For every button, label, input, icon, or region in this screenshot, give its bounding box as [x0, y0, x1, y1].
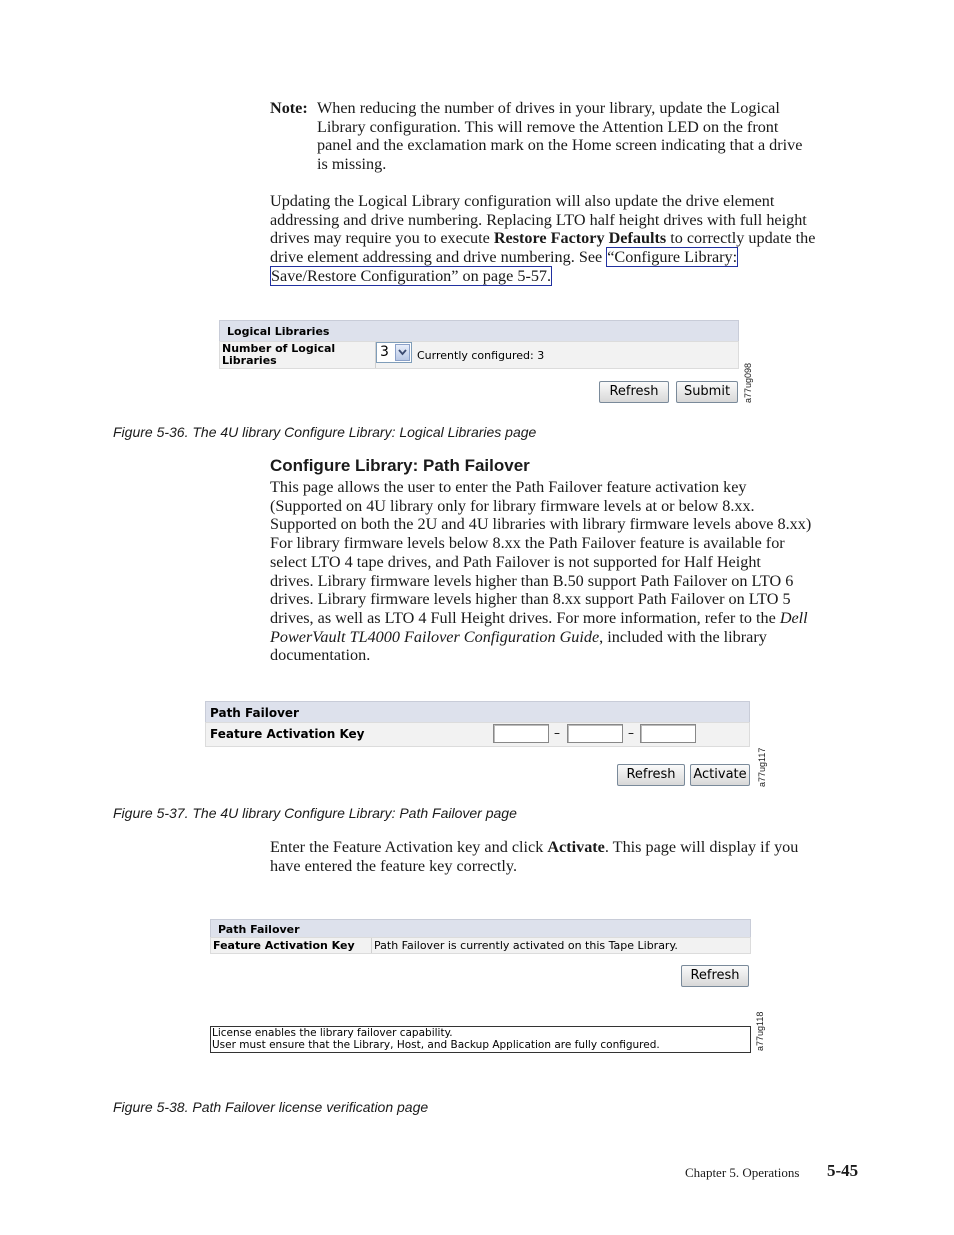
- para-line: Supported on both the 2U and 4U libraries with library firmware levels above 8.xx): [270, 515, 812, 534]
- text-run: drive element addressing and drive numbering. See: [270, 248, 607, 267]
- text-run: Enter the Feature Activation key and click: [270, 838, 548, 856]
- submit-button[interactable]: Submit: [676, 381, 738, 403]
- feature-key-input-2[interactable]: [567, 724, 623, 743]
- para-line: documentation.: [270, 646, 371, 665]
- activate-button[interactable]: Activate: [690, 764, 750, 786]
- feature-key-input-3[interactable]: [640, 724, 696, 743]
- activation-status: Path Failover is currently activated on this Tape Library.: [374, 939, 678, 952]
- note-line: When reducing the number of drives in your library, update the Logical: [317, 99, 780, 117]
- intro-paragraph: [270, 192, 815, 286]
- key-separator: –: [628, 726, 634, 740]
- restore-defaults-term: Restore Factory Defaults: [493, 229, 667, 248]
- activate-term: Activate: [547, 838, 605, 856]
- row-label-line: Number of Logical: [222, 342, 336, 355]
- para-line: Updating the Logical Library configuration will also update the drive element: [270, 192, 775, 210]
- currently-configured-text: Currently configured: 3: [417, 349, 545, 362]
- license-line: License enables the library failover capability.: [212, 1027, 453, 1039]
- refresh-button[interactable]: Refresh: [599, 381, 669, 403]
- page-number: 5-45: [827, 1161, 859, 1180]
- guide-title: PowerVault TL4000 Failover Configuration Guide: [270, 627, 600, 646]
- feature-key-row: [205, 722, 750, 747]
- license-message-box: [210, 1026, 751, 1053]
- para-line: This page allows the user to enter the Path Failover feature activation key: [270, 478, 747, 496]
- license-verification-panel: [210, 919, 751, 1054]
- para-line: drives. Library firmware levels higher than 8.xx support Path Failover on LTO 5: [270, 590, 791, 609]
- chapter-label: Chapter 5. Operations: [685, 1165, 800, 1180]
- key-separator: –: [554, 726, 560, 740]
- para-line: [270, 267, 815, 286]
- para-line: [270, 248, 815, 267]
- panel-header: [219, 320, 739, 342]
- logical-libraries-select[interactable]: [376, 342, 412, 363]
- figure-id: a77ug117: [757, 747, 767, 787]
- license-line: User must ensure that the Library, Host, and Backup Application are fully configured.: [212, 1039, 660, 1051]
- para-line: have entered the feature key correctly.: [270, 856, 518, 875]
- logical-libraries-panel: [219, 320, 739, 410]
- row-label: Feature Activation Key: [210, 727, 365, 741]
- para-line: [270, 838, 798, 857]
- refresh-button[interactable]: Refresh: [617, 764, 685, 786]
- panel-title: Path Failover: [218, 923, 300, 936]
- para-line: [270, 628, 811, 647]
- note-line: Library configuration. This will remove the Attention LED on the front: [317, 117, 779, 136]
- row-label: Feature Activation Key: [213, 939, 355, 952]
- note-text: [317, 99, 802, 174]
- activate-instructions: [270, 838, 798, 875]
- chevron-down-icon[interactable]: [395, 344, 410, 361]
- refresh-button[interactable]: Refresh: [681, 965, 749, 987]
- figure-id: a77ug118: [755, 1011, 765, 1051]
- para-line: [270, 229, 815, 248]
- note-label: Note:: [270, 99, 308, 117]
- path-failover-panel: [205, 701, 750, 789]
- para-line: drives. Library firmware levels higher than B.50 support Path Failover on LTO 6: [270, 571, 794, 590]
- configure-library-link[interactable]: “Configure Library:: [607, 248, 738, 267]
- para-line: [270, 609, 811, 628]
- row-label: [222, 343, 335, 367]
- panel-title: Path Failover: [210, 706, 299, 720]
- guide-title: Dell: [779, 608, 808, 627]
- para-line: addressing and drive numbering. Replacing LTO half height drives with full height: [270, 210, 807, 229]
- section-heading: Configure Library: Path Failover: [270, 456, 530, 475]
- text-run: drives, as well as LTO 4 Full Height drives. For more information, refer to the: [270, 608, 780, 627]
- feature-key-input-1[interactable]: [493, 724, 549, 743]
- panel-header: [205, 701, 750, 723]
- figure-caption: Figure 5-38. Path Failover license verification page: [113, 1099, 429, 1115]
- figure-id: a77ug098: [743, 362, 753, 403]
- para-line: For library firmware levels below 8.xx the Path Failover feature is available for: [270, 534, 785, 553]
- panel-header: [210, 919, 751, 938]
- note-line: is missing.: [317, 155, 387, 174]
- feature-key-row: [210, 937, 751, 954]
- text-run: , included with the library: [599, 627, 767, 646]
- select-value: 3: [380, 344, 389, 360]
- panel-title: Logical Libraries: [227, 325, 330, 338]
- configure-library-link-continued[interactable]: Save/Restore Configuration” on page 5-57.: [271, 266, 552, 285]
- text-run: drives may require you to execute: [270, 229, 494, 248]
- column-divider: [371, 938, 372, 953]
- row-label-line: Libraries: [222, 354, 277, 367]
- text-run: to correctly update the: [666, 229, 816, 248]
- para-line: (Supported on 4U library only for library firmware levels at or below 8.xx.: [270, 496, 755, 515]
- section-paragraph: [270, 478, 811, 665]
- para-line: select LTO 4 tape drives, and Path Failover is not supported for Half Height: [270, 552, 761, 571]
- note-line: panel and the exclamation mark on the Home screen indicating that a drive: [317, 136, 803, 155]
- figure-caption: Figure 5-36. The 4U library Configure Library: Logical Libraries page: [113, 424, 537, 440]
- logical-libraries-row: [219, 341, 739, 369]
- text-run: . This page will display if you: [604, 838, 799, 856]
- figure-caption: Figure 5-37. The 4U library Configure Library: Path Failover page: [113, 805, 517, 821]
